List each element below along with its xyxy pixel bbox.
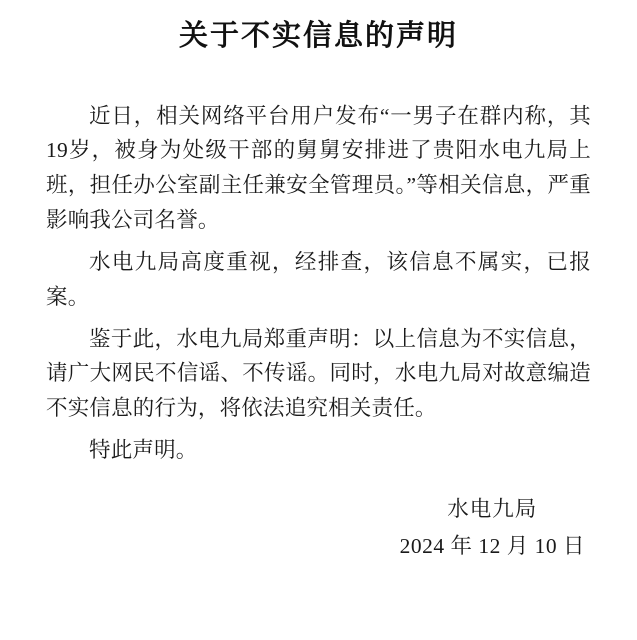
paragraph: 水电九局高度重视，经排查，该信息不属实，已报案。 (46, 249, 591, 309)
page-title: 关于不实信息的声明 (178, 20, 458, 52)
paragraph: 鉴于此，水电九局郑重声明：以上信息为不实信息，请广大网民不信谣、不传谣。同时，水电九局对故意编造不实信息的行为，将依法追究相关责任。 (46, 326, 591, 421)
paragraph: 特此声明。 (89, 438, 198, 463)
signature-block (400, 491, 585, 566)
paragraph: 近日，相关网络平台用户发布“一男子在群内称，其19岁，被身为处级干部的舅舅安排进了贵阳水电九局上班，担任办公室副主任兼安全管理员。”等相关信息，严重影响我公司名誉。 (46, 103, 591, 233)
signature-date: 2024 年 12 月 10 日 (399, 534, 585, 559)
signature-name: 水电九局 (447, 496, 538, 521)
document-body (46, 99, 591, 475)
